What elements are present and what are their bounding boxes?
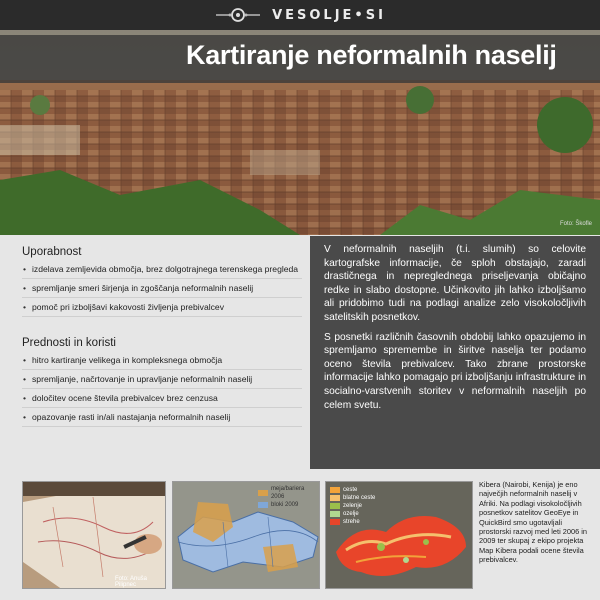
legend-item (330, 494, 375, 502)
description-box (310, 236, 600, 469)
section-uporabnost (22, 246, 302, 317)
legend-item (330, 518, 375, 526)
legend-swatch (330, 495, 340, 501)
list-item: • določitev ocene števila prebivalcev brez cenzusa (22, 393, 302, 408)
legend-label: meja/bariera 2006 (270, 486, 305, 500)
legend-label: ozelje (343, 511, 359, 517)
description-paragraph: S posnetki različnih časovnih obdobij lahko opazujemo in spremljamo spremembe in širitve naselja ter podamo oceno števila prebivalcev. Tako zbrane prostorske informacije lahko pomagajo pri izboljšanju infrastrukture in socialno-varstvenih storitev v neformalnih naseljih po celem svetu. (324, 331, 586, 411)
legend-item (330, 502, 375, 510)
photo-caption: Kibera (Nairobi, Kenija) je eno največjih neformalnih naselij v Afriki. Na podlagi visokoločljivih posnetkov satelitov GeoEye in QuickBird smo ugotavljali prostorski razvoj med leti 2006 in 2009 ter skupaj z ekipo projekta Map Kibera podali ocene števila prebivalcev. (479, 480, 588, 565)
legend-label: zelenje (343, 503, 363, 509)
brand-bar (0, 0, 600, 30)
bullet-list (22, 264, 302, 317)
hero-photo-credit: Foto: Škofle (559, 221, 592, 227)
legend-item (258, 485, 319, 501)
legend-label: blatne ceste (343, 495, 376, 501)
legend-label: ceste (343, 487, 358, 493)
legend-swatch (330, 519, 340, 525)
legend-swatch (330, 503, 340, 509)
field-mapping-photo (22, 481, 166, 589)
left-column (22, 246, 302, 447)
map-legend (258, 485, 319, 509)
list-item: • pomoč pri izboljšavi kakovosti življenja prebivalcev (22, 302, 302, 317)
list-item: • spremljanje smeri širjenja in zgoščanja neformalnih naselij (22, 283, 302, 298)
section-title: Prednosti in koristi (22, 337, 116, 349)
legend-swatch (258, 502, 268, 508)
brand-name: VESOLJE•SI (272, 7, 386, 23)
page-title: Kartiranje neformalnih naselij (186, 40, 557, 70)
list-item: • opazovanje rasti in/ali nastajanja neformalnih naselij (22, 412, 302, 427)
map-legend (330, 486, 375, 526)
bullet-list (22, 355, 302, 427)
kibera-landcover-map (325, 481, 473, 589)
list-item: • hitro kartiranje velikega in kompleksnega območja (22, 355, 302, 370)
legend-swatch (258, 490, 268, 496)
legend-label: strehe (343, 519, 360, 525)
photo-credit: Foto: Anuša Pilipnec (115, 576, 148, 588)
description-paragraph: V neformalnih naseljih (t.i. slumih) so celovite kartografske informacije, če sploh obstajajo, zaradi drastičnega in nepreglednega priseljevanja običajno redke in slabo dostopne. Učinkovito jih lahko izboljšamo ali pridobimo tudi na podlagi analize zelo visokoločljivih satelitskih posnetkov. (324, 244, 586, 323)
list-item: • spremljanje, načrtovanje in upravljanje neformalnih naselij (22, 374, 302, 389)
legend-label: bloki 2009 (271, 502, 299, 508)
legend-item (330, 510, 375, 518)
list-item: • izdelava zemljevida območja, brez dolgotrajnega terenskega pregleda (22, 264, 302, 279)
legend-item (258, 501, 319, 509)
legend-swatch (330, 511, 340, 517)
section-prednosti (22, 337, 302, 427)
legend-swatch (330, 487, 340, 493)
legend-item (330, 486, 375, 494)
satellite-logo-icon (214, 7, 262, 23)
kibera-map-2006-2009 (172, 481, 320, 589)
brand[interactable] (214, 7, 386, 23)
section-title: Uporabnost (22, 246, 82, 258)
